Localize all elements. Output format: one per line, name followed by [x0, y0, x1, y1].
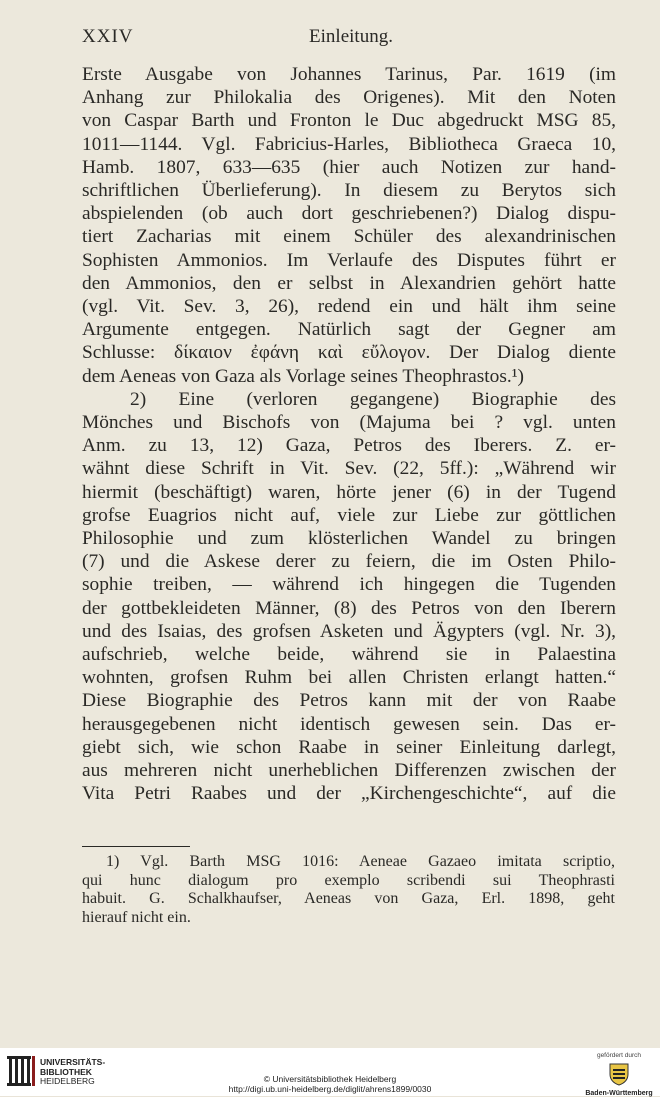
text-line: sophie treiben, — während ich hingegen die Tugenden — [82, 574, 616, 596]
text-line: Diese Biographie des Petros kann mit der von Raabe — [82, 690, 616, 712]
library-logo-line: UNIVERSITÄTS- — [40, 1057, 106, 1067]
text-line: hiermit (beschäftigt) waren, hörte jener (6) in der Tugend — [82, 481, 616, 503]
text-line: dem Aeneas von Gaza als Vorlage seines Theophrastos.¹) — [82, 365, 524, 387]
text-line: Mönches und Bischofs von (Majuma bei ? vgl. unten — [82, 412, 616, 434]
library-logo-line: HEIDELBERG — [40, 1076, 95, 1086]
text-line: Hamb. 1807, 633—635 (hier auch Notizen zur hand- — [82, 156, 616, 178]
digitization-footer — [0, 1048, 660, 1096]
footnote-line: qui hunc dialogum pro exemplo scribendi sui Theophrasti — [82, 871, 615, 889]
copyright-text: © Universitätsbibliothek Heidelberg — [263, 1074, 397, 1084]
text-line: Anhang zur Philokalia des Origenes). Mit den Noten — [82, 87, 616, 109]
text-line: Anm. zu 13, 12) Gaza, Petros des Iberers. Z. er- — [82, 435, 616, 457]
text-line: herausgegebenen nicht identisch gewesen sein. Das er- — [82, 713, 616, 735]
text-line: schriftlichen Überlieferung). In diesem zu Berytos sich — [82, 180, 616, 202]
footnote-line: hierauf nicht ein. — [82, 908, 191, 926]
text-line: von Caspar Barth und Fronton le Duc abgedruckt MSG 85, — [82, 110, 616, 132]
text-line: Vita Petri Raabes und der „Kirchengeschichte“, auf die — [82, 783, 616, 805]
text-line: und des Isaias, des grofsen Asketen und Ägypters (vgl. Nr. 3), — [82, 620, 616, 642]
text-line: grofse Euagrios nicht auf, viele zur Liebe zur göttlichen — [82, 504, 616, 526]
text-line: abspielenden (ob auch dort geschriebenen?) Dialog dispu- — [82, 203, 616, 225]
sponsor-label: gefördert durch — [596, 1052, 642, 1059]
sponsor-name: Baden-Württemberg — [585, 1090, 653, 1097]
text-line: (vgl. Vit. Sev. 3, 26), redend ein und hält ihm seine — [82, 296, 616, 318]
text-line: der gottbekleideten Männer, (8) des Petros von den Iberern — [82, 597, 616, 619]
text-line: den Ammonios, den er selbst in Alexandrien gehört hatte — [82, 272, 616, 294]
library-logo-line: BIBLIOTHEK — [40, 1066, 92, 1077]
sponsor-block — [584, 1052, 654, 1097]
text-line: aus mehreren nicht unerheblichen Differenzen zwischen der — [82, 760, 616, 782]
text-line: Sophisten Ammonios. Im Verlaufe des Disputes führt er — [82, 249, 616, 271]
text-line: wohnten, grofsen Ruhm bei allen Christen erlangt hatten.“ — [82, 667, 616, 689]
text-line: aufschrieb, welche beide, während sie in Palaestina — [82, 644, 616, 666]
text-line: Erste Ausgabe von Johannes Tarinus, Par. 1619 (im — [82, 64, 616, 85]
text-line: Philosophie und zum klösterlichen Wandel zu bringen — [82, 528, 616, 550]
footnote-rule — [82, 846, 190, 847]
running-head — [82, 26, 620, 52]
text-line: wähnt diese Schrift in Vit. Sev. (22, 5ff.): „Während wir — [82, 458, 616, 480]
text-line: Schlusse: δίκαιον ἐφάνη καὶ εὔλογον. Der Dialog diente — [82, 342, 616, 364]
coat-of-arms-icon — [606, 1061, 632, 1087]
footnote-line: 1) Vgl. Barth MSG 1016: Aeneae Gazaeo imitata scriptio, — [106, 853, 615, 870]
page-number: XXIV — [82, 26, 134, 47]
text-line: giebt sich, wie schon Raabe in seiner Einleitung darlegt, — [82, 736, 616, 758]
text-line: (7) und die Askese derer zu feiern, die im Osten Philo- — [82, 551, 616, 573]
text-line: 1011—1144. Vgl. Fabricius-Harles, Bibliotheca Graeca 10, — [82, 133, 616, 155]
text-line: tiert Zacharias mit einem Schüler des alexandrinischen — [82, 226, 616, 248]
text-line: 2) Eine (verloren gegangene) Biographie des — [130, 388, 616, 410]
running-title: Einleitung. — [309, 26, 393, 47]
permalink[interactable]: http://digi.ub.uni-heidelberg.de/diglit/ahrens1899/0030 — [228, 1084, 432, 1094]
copyright-block — [0, 1074, 660, 1094]
text-line: Argumente entgegen. Natürlich sagt der Gegner am — [82, 319, 616, 341]
body-text — [82, 63, 616, 806]
footnote-line: habuit. G. Schalkhaufser, Aeneas von Gaza, Erl. 1898, geht — [82, 890, 615, 908]
footnote — [82, 853, 615, 927]
